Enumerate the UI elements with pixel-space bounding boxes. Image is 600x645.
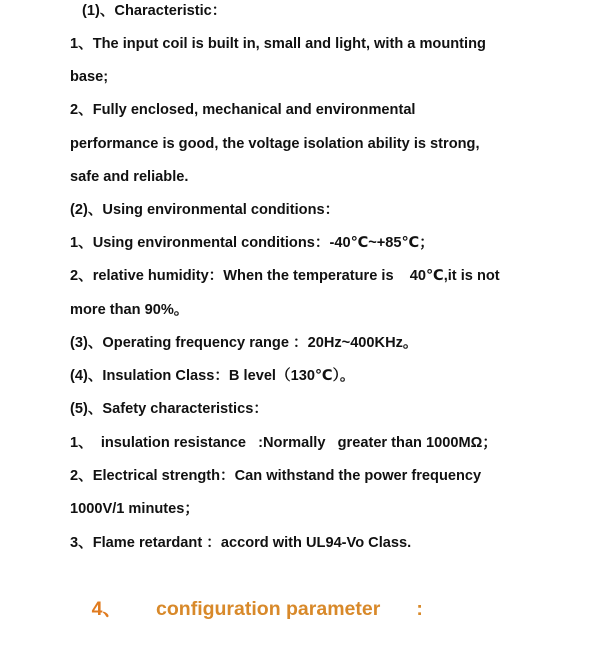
- paragraph-line: more than 90%。: [70, 302, 189, 318]
- section-heading-safety: (5)、Safety characteristics：: [70, 401, 268, 417]
- paragraph-line: 1000V/1 minutes；: [70, 501, 199, 517]
- section-heading-environment: (2)、Using environmental conditions：: [70, 202, 340, 218]
- heading-title: configuration parameter: [156, 598, 381, 620]
- paragraph-line: safe and reliable.: [70, 169, 189, 185]
- paragraph-line: 2、Electrical strength：Can withstand the power frequency: [70, 468, 482, 484]
- section-heading-configuration: [70, 573, 423, 645]
- section-heading-frequency: (3)、Operating frequency range ：20Hz~400KHz。: [70, 335, 418, 351]
- section-heading-insulation-class: (4)、Insulation Class：B level（130℃）。: [70, 368, 355, 384]
- paragraph-line: 2、relative humidity：When the temperature is 40℃,it is not: [70, 268, 500, 284]
- paragraph-line: 2、Fully enclosed, mechanical and environmental: [70, 102, 416, 118]
- paragraph-line: 1、Using environmental conditions：-40℃~+85℃；: [70, 235, 434, 251]
- paragraph-line: base;: [70, 69, 109, 85]
- heading-colon: :: [416, 598, 423, 620]
- section-heading-characteristic: (1)、Characteristic：: [82, 3, 227, 19]
- paragraph-line: performance is good, the voltage isolation ability is strong,: [70, 136, 480, 152]
- paragraph-line: 1、 insulation resistance :Normally greater than 1000MΩ；: [70, 435, 497, 451]
- paragraph-line: 3、Flame retardant ：accord with UL94-Vo Class.: [70, 535, 412, 551]
- heading-number: 4、: [91, 598, 123, 620]
- paragraph-line: 1、The input coil is built in, small and light, with a mounting: [70, 36, 486, 52]
